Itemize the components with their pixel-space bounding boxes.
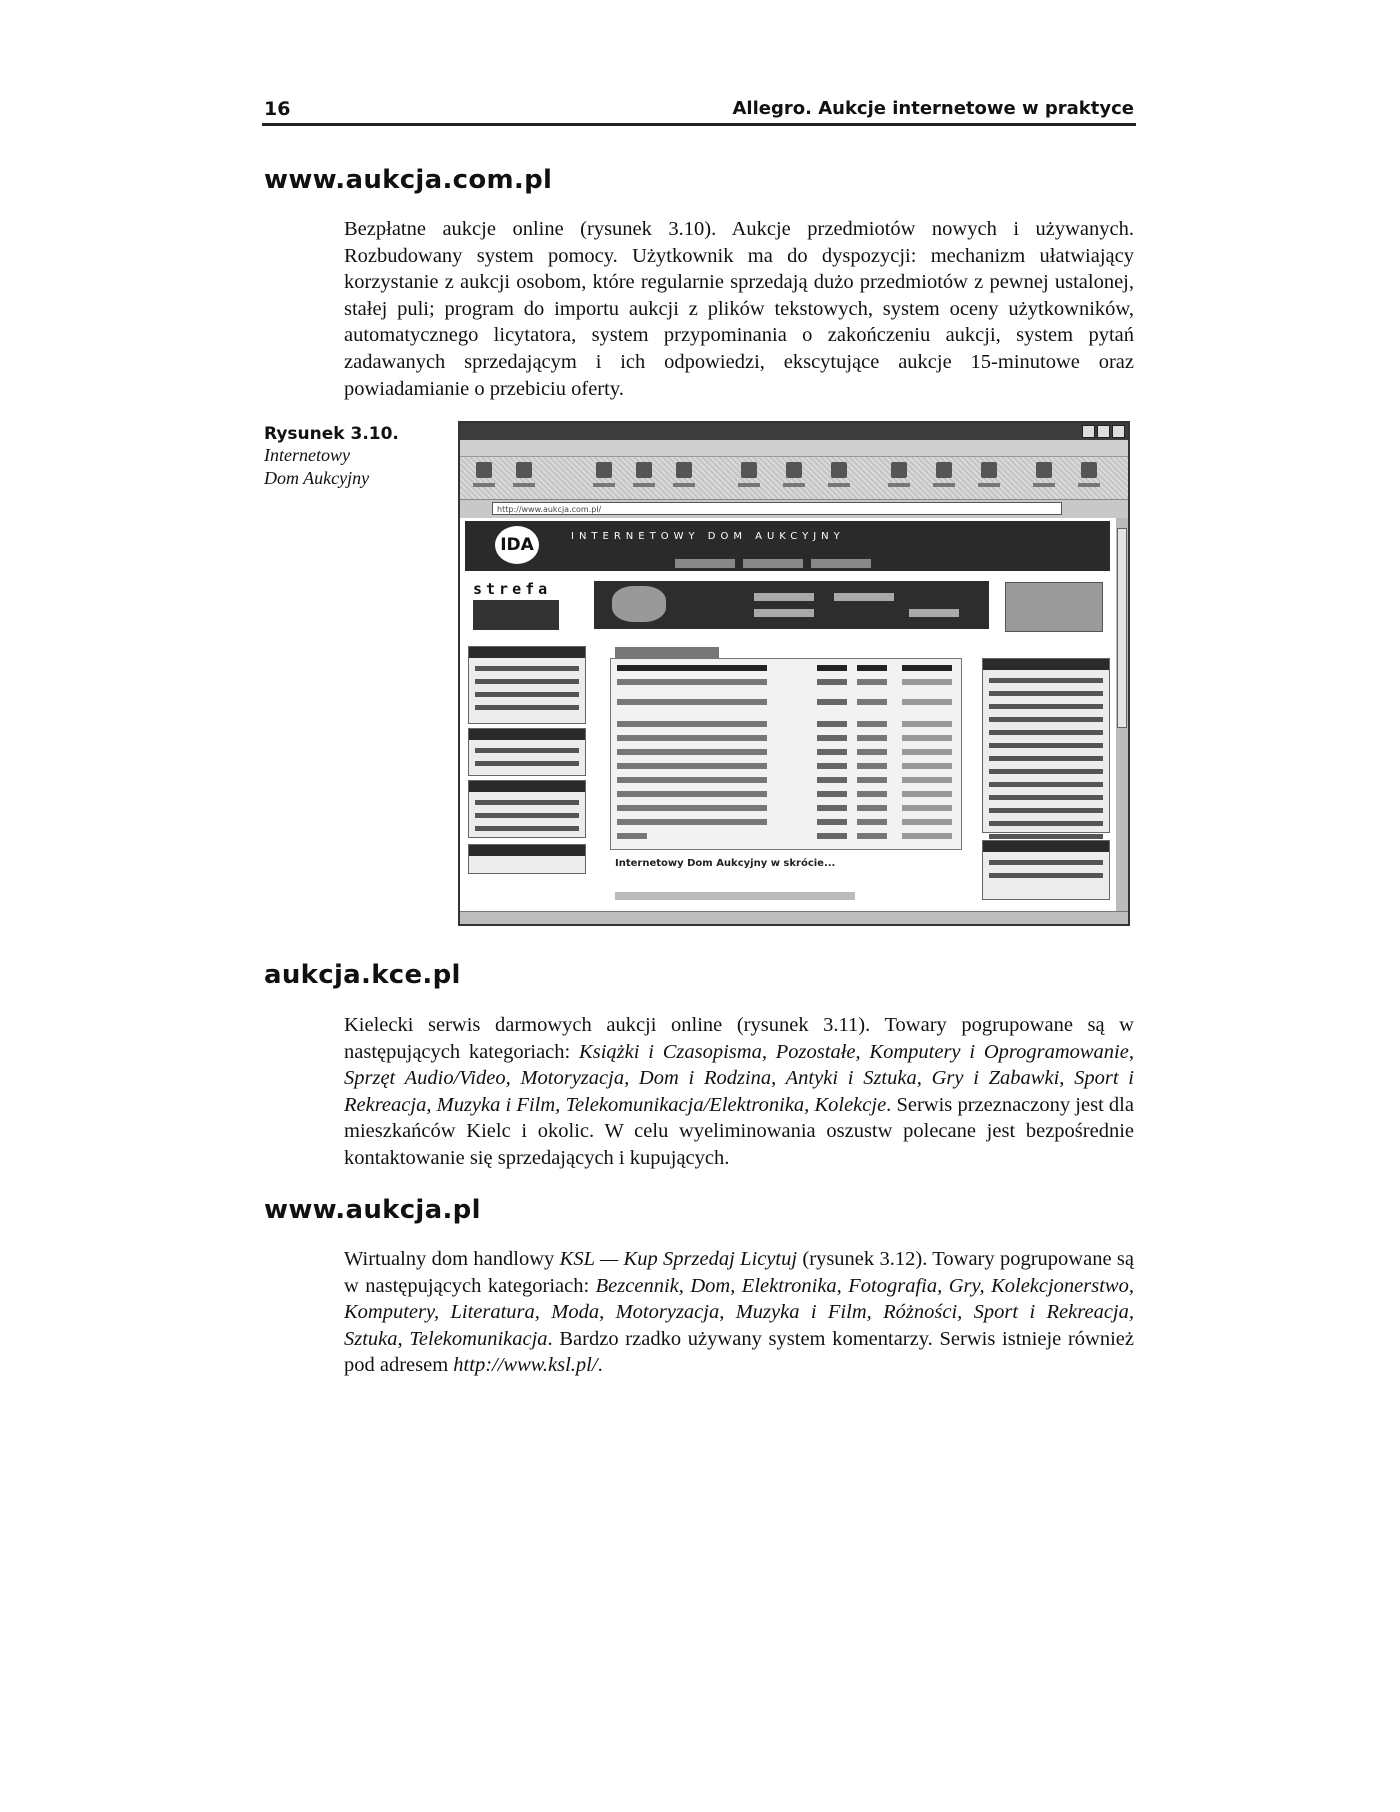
sidebox-left-2 [468, 728, 586, 776]
sidebox-left-1 [468, 646, 586, 724]
mail-icon [885, 462, 913, 492]
sidebox-right-2 [982, 840, 1110, 900]
site-summary-heading: Internetowy Dom Aukcyjny w skrócie... [615, 858, 836, 869]
promo-box [465, 580, 567, 642]
login-field [754, 593, 814, 601]
page-viewport [460, 518, 1119, 916]
section-paragraph-aukcja-com-pl: Bezpłatne aukcje online (rysunek 3.10). Aukcje przedmiotów nowych i używanych. Rozbudowany system pomocy. Użytkownik ma do dyspozycji: mechanizm ułatwiający korzystanie z aukcji osobom, które regularnie sprzedają dużo przedmiotów z pewnej ustalonej, stałej puli; program do importu aukcji z plików tekstowych, system oceny użytkowników, automatycznego licytatora, system przypominania o zakończeniu aukcji, system pytań zadawanych sprzedającym i ich odpowiedzi, ekscytujące aukcje 15-minutowe oraz powiadamianie o przebiciu oferty. [344, 218, 1134, 400]
edit-icon [975, 462, 1003, 492]
browser-menubar [460, 440, 1128, 457]
browser-screenshot-figure [458, 421, 1130, 926]
site-logo: IDA [495, 526, 539, 564]
messenger-icon [1075, 462, 1103, 492]
login-option [834, 593, 894, 601]
password-field [754, 609, 814, 617]
discuss-icon [1030, 462, 1058, 492]
banner-graphic [612, 586, 666, 622]
running-title: Allegro. Aukcje internetowe w praktyce [732, 98, 1134, 119]
minimize-icon [1082, 425, 1095, 438]
sidebox-left-3 [468, 780, 586, 838]
favorites-icon [780, 462, 808, 492]
section-heading-aukcja-kce-pl: aukcja.kce.pl [264, 960, 461, 990]
figure-caption [264, 424, 404, 490]
site-name: INTERNETOWY DOM AUKCYJNY [571, 531, 845, 542]
login-banner [594, 581, 989, 629]
search-icon [735, 462, 763, 492]
forward-icon [510, 462, 538, 492]
promo-text: strefa [473, 580, 552, 598]
stop-icon [590, 462, 618, 492]
section-paragraph-aukcja-kce-pl: Kielecki serwis darmowych aukcji online (rysunek 3.11). Towary pogrupowane są w następujących kategoriach: Książki i Czasopisma, Pozostałe, Komputery i Oprogramowanie, Sprzęt Audio/Video, Motoryzacja, Dom i Rodzina, Antyki i Sztuka, Gry i Zabawki, Sport i Rekreacja, Muzyka i Film, Telekomunikacja/Elektronika, Kolekcje. Serwis przeznaczony jest dla mieszkańców Kielc i okolic. W celu wyeliminowania oszustw polecane jest bezpośrednie kontaktowanie się sprzedających i kupujących. [344, 1014, 1134, 1169]
section-paragraph-aukcja-pl: Wirtualny dom handlowy KSL — Kup Sprzedaj Licytuj (rysunek 3.12). Towary pogrupowane są w następujących kategoriach: Bezcennik, Dom, Elektronika, Fotografia, Gry, Kolekcjonerstwo, Komputery, Literatura, Moda, Motoryzacja, Muzyka i Film, Różności, Sport i Rekreacja, Sztuka, Telekomunikacja. Bardzo rzadko używany system komentarzy. Serwis istnieje również pod adresem http://www.ksl.pl/. [344, 1248, 1134, 1377]
site-nav-tabs [675, 553, 879, 572]
section-heading-aukcja-pl: www.aukcja.pl [264, 1195, 481, 1225]
close-icon [1112, 425, 1125, 438]
vertical-scrollbar [1116, 518, 1128, 916]
category-box [982, 658, 1110, 833]
site-summary-text [615, 892, 855, 900]
header-rule [262, 123, 1136, 126]
auction-list-panel [610, 658, 962, 850]
login-button [909, 609, 959, 617]
browser-statusbar [460, 911, 1128, 924]
back-icon [470, 462, 498, 492]
figure-caption-line-1: Internetowy [264, 445, 350, 465]
window-buttons [1080, 425, 1125, 444]
page-number: 16 [264, 98, 291, 120]
home-icon [670, 462, 698, 492]
maximize-icon [1097, 425, 1110, 438]
browser-address-bar [460, 500, 1128, 519]
promo-image [473, 600, 559, 630]
browser-toolbar [460, 457, 1128, 500]
address-field: http://www.aukcja.com.pl/ [492, 502, 1062, 515]
ad-box [1005, 582, 1103, 632]
browser-titlebar [460, 423, 1128, 440]
sidebox-left-4 [468, 844, 586, 874]
section-heading-aukcja-com-pl: www.aukcja.com.pl [264, 165, 553, 195]
print-icon [930, 462, 958, 492]
figure-label: Rysunek 3.10. [264, 424, 399, 444]
figure-caption-line-2: Dom Aukcyjny [264, 468, 370, 488]
refresh-icon [630, 462, 658, 492]
site-header [465, 521, 1110, 571]
history-icon [825, 462, 853, 492]
